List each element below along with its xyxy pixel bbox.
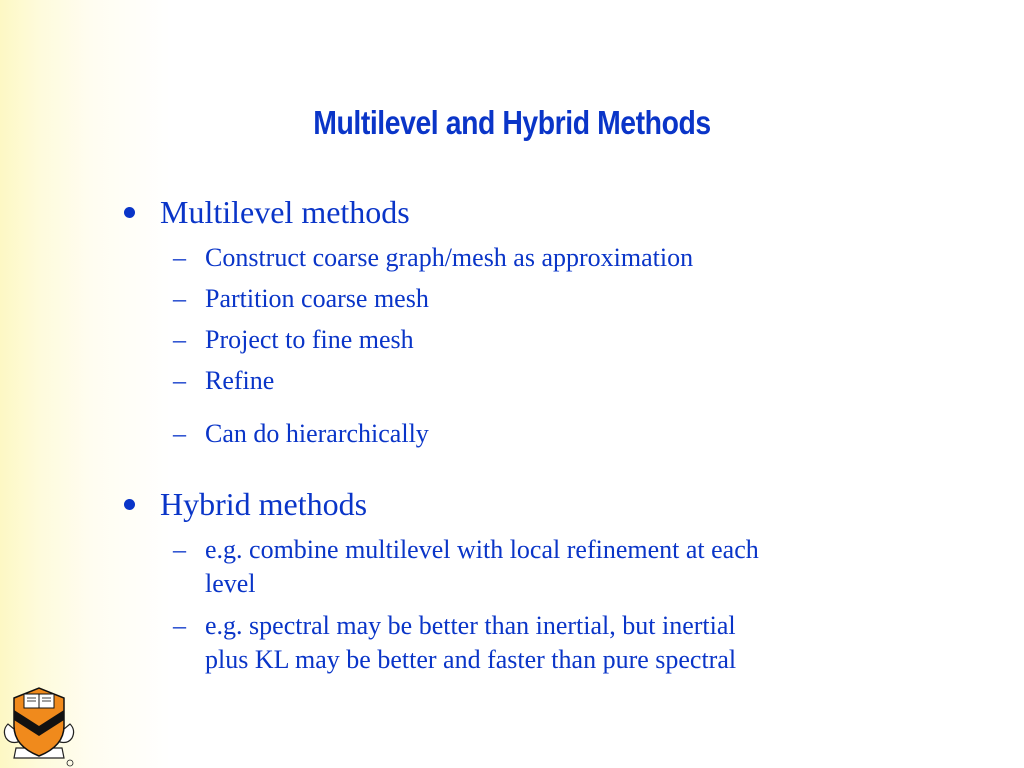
sub-item-text: Refine [205,366,275,395]
dash-marker: – [173,366,186,395]
bullet-text: Hybrid methods [160,486,368,522]
bullet-hybrid-methods [160,486,367,523]
sub-item-text: Construct coarse graph/mesh as approximation [205,243,694,272]
sub-item [173,323,414,357]
slide-title: Multilevel and Hybrid Methods [313,104,711,141]
sub-item-continuation [205,567,256,601]
sub-item [173,364,275,398]
bullet-dot-icon [124,499,135,510]
sub-item-text: Partition coarse mesh [205,284,429,313]
sub-item-text: Project to fine mesh [205,325,414,354]
dash-marker: – [173,535,186,564]
sub-item [173,282,429,316]
sub-item [173,533,759,567]
bullet-dot-icon [124,207,135,218]
dash-marker: – [173,611,186,640]
dash-marker: – [173,419,186,448]
princeton-shield-icon [0,686,78,768]
dash-marker: – [173,284,186,313]
sub-item [173,417,429,451]
sub-item-text: level [205,569,256,598]
sub-item [173,241,694,275]
dash-marker: – [173,325,186,354]
sub-item-text: e.g. combine multilevel with local refinement at each [205,535,759,564]
sub-item-text: e.g. spectral may be better than inertial, but inertial [205,611,736,640]
dash-marker: – [173,243,186,272]
sub-item-text: Can do hierarchically [205,419,429,448]
bullet-multilevel-methods [160,194,410,231]
bullet-text: Multilevel methods [160,194,410,230]
sub-item-continuation [205,643,736,677]
sub-item [173,609,736,643]
sub-item-text: plus KL may be better and faster than pure spectral [205,645,737,674]
